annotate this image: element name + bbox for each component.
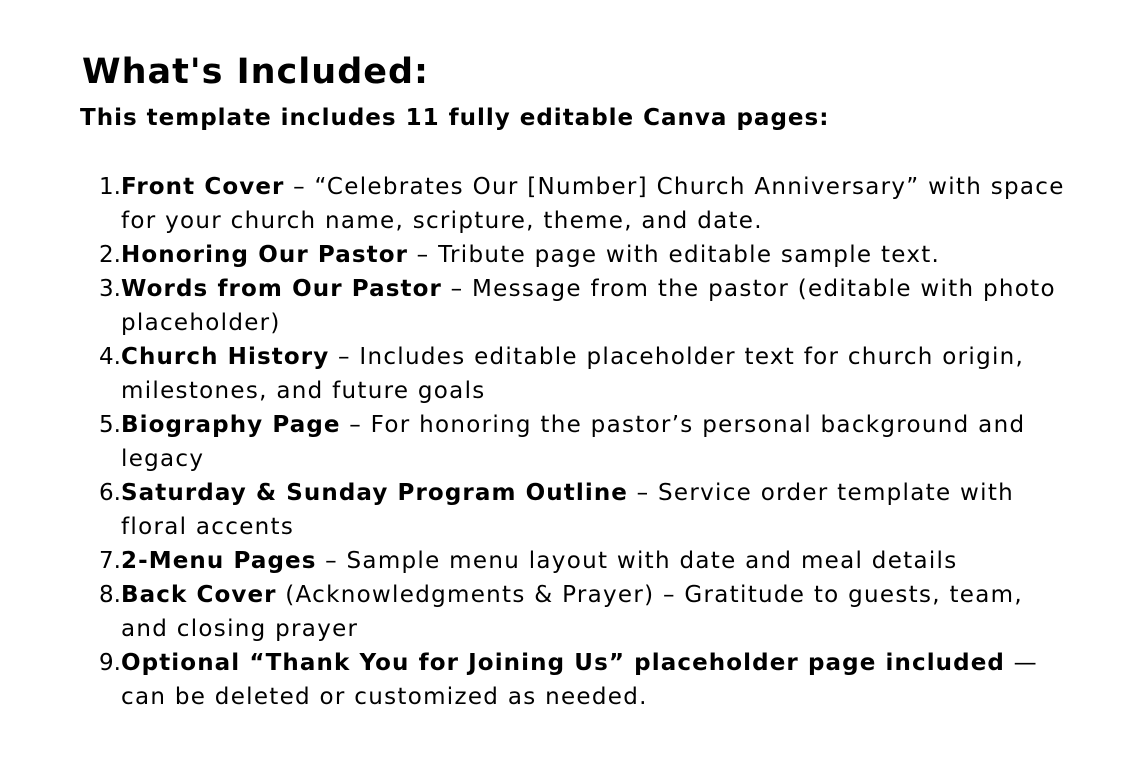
list-item-number: 4. xyxy=(99,344,121,370)
list-item-number: 9. xyxy=(99,650,121,676)
included-pages-list xyxy=(80,170,1070,714)
list-item-description: – Service order template with floral accents xyxy=(121,480,1015,540)
list-item-description: – “Celebrates Our [Number] Church Anniversary” with space for your church name, scripture, theme, and date. xyxy=(121,174,1065,234)
list-item-description: – Tribute page with editable sample text. xyxy=(408,242,941,268)
list-item xyxy=(80,272,1070,340)
list-item xyxy=(80,646,1070,714)
list-item-description: – For honoring the pastor’s personal background and legacy xyxy=(121,412,1026,472)
list-item xyxy=(80,340,1070,408)
list-item-number: 8. xyxy=(99,582,121,608)
list-item-title: Words from Our Pastor xyxy=(121,276,442,302)
list-item xyxy=(80,408,1070,476)
list-item xyxy=(80,544,1070,578)
list-item-description: — can be deleted or customized as needed. xyxy=(121,650,1038,710)
list-item-number: 2. xyxy=(99,242,121,268)
list-item-description: – Includes editable placeholder text for church origin, milestones, and future goals xyxy=(121,344,1025,404)
page-title: What's Included: xyxy=(82,52,430,92)
list-item-description: – Sample menu layout with date and meal details xyxy=(316,548,958,574)
list-item-number: 7. xyxy=(99,548,121,574)
list-item-title: Biography Page xyxy=(121,412,341,438)
list-item xyxy=(80,578,1070,646)
list-item-title: Back Cover xyxy=(121,582,277,608)
page-subtitle: This template includes 11 fully editable Canva pages: xyxy=(80,105,830,131)
list-item-title: Saturday & Sunday Program Outline xyxy=(121,480,628,506)
list-item-number: 1. xyxy=(99,174,121,200)
list-item-description: – Message from the pastor (editable with photo placeholder) xyxy=(121,276,1056,336)
list-item-number: 3. xyxy=(99,276,121,302)
list-item-number: 5. xyxy=(99,412,121,438)
list-item-title: Front Cover xyxy=(121,174,285,200)
list-item xyxy=(80,476,1070,544)
list-item xyxy=(80,170,1070,238)
list-item-title: Church History xyxy=(121,344,330,370)
list-item-description: (Acknowledgments & Prayer) – Gratitude to guests, team, and closing prayer xyxy=(121,582,1023,642)
list-item-title: 2-Menu Pages xyxy=(121,548,317,574)
list-item-number: 6. xyxy=(99,480,121,506)
list-item xyxy=(80,238,1070,272)
list-item-title: Optional “Thank You for Joining Us” placeholder page included xyxy=(121,650,1005,676)
list-item-title: Honoring Our Pastor xyxy=(121,242,409,268)
